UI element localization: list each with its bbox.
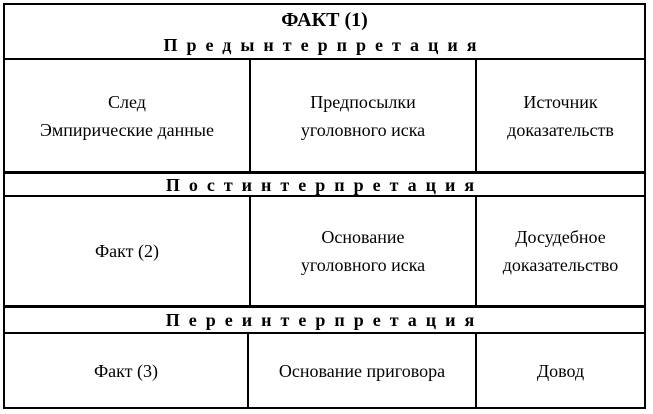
cell-fact-3: Факт (3)	[93, 360, 159, 381]
section-heading-reinterpretation: Переинтерпретация	[165, 310, 484, 330]
cell-preconditions-criminal-claim: Предпосылки уголовного иска	[300, 91, 426, 140]
cell-fact-2: Факт (2)	[94, 241, 160, 261]
section-heading-predinterpretation: Предынтерпретация	[163, 35, 486, 55]
fact-table	[3, 3, 646, 409]
cell-source-of-evidence: Источник доказательств	[507, 91, 614, 140]
table-title: ФАКТ (1)	[281, 9, 368, 31]
cell-basis-criminal-claim: Основание уголовного иска	[300, 227, 426, 275]
section-heading-postinterpretation: Постинтерпретация	[165, 175, 484, 195]
cell-basis-of-verdict: Основание приговора	[278, 360, 446, 381]
divider	[5, 305, 644, 308]
cell-argument: Довод	[536, 360, 585, 381]
cell-pretrial-evidence: Досудебное доказательство	[502, 227, 619, 275]
cell-trace-empirical-data: След Эмпирические данные	[39, 91, 214, 140]
